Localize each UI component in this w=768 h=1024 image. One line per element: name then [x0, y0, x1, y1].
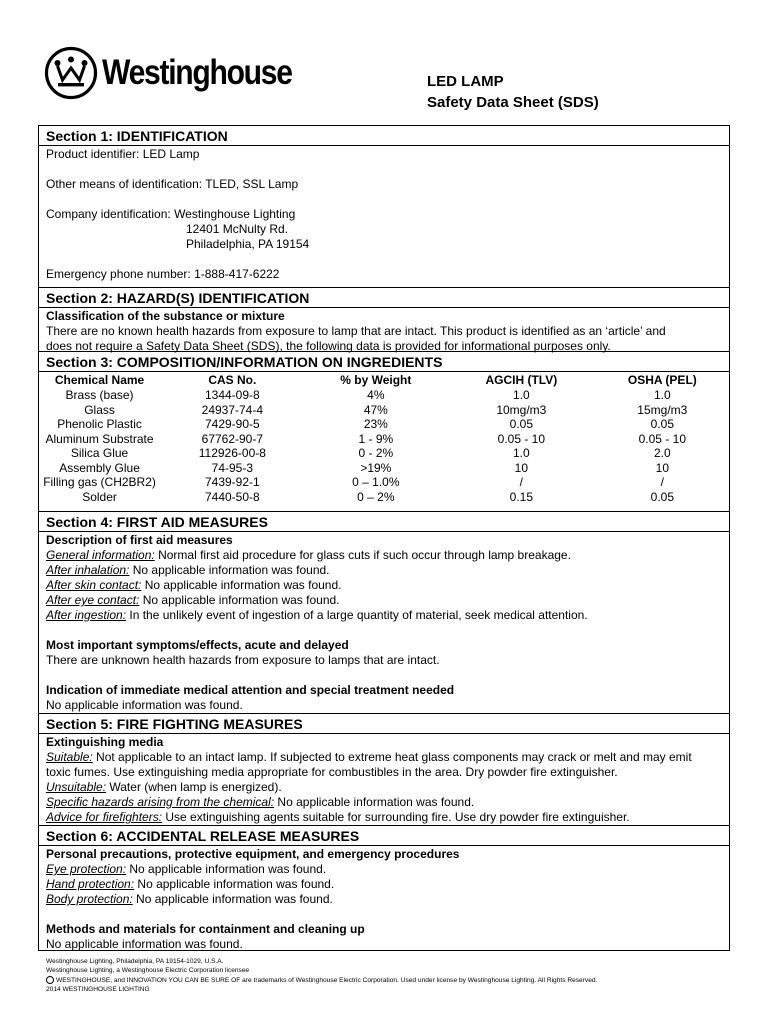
section-5-fire-fighting	[39, 714, 729, 826]
table-cell: 4%	[367, 388, 385, 402]
section-1-heading: Section 1: IDENTIFICATION	[39, 126, 729, 146]
table-cell: Silica Glue	[70, 446, 129, 460]
table-row	[39, 461, 729, 476]
table-row	[39, 388, 729, 403]
ingredients-table	[39, 372, 729, 504]
sds-sections-frame	[38, 125, 730, 951]
westinghouse-circle-w-icon	[44, 46, 98, 100]
table-cell: 7439-92-1	[204, 475, 260, 489]
classification-subheading: Classification of the substance or mixture	[46, 309, 285, 323]
table-cell: Aluminum Substrate	[45, 431, 154, 446]
table-cell: 0 - 2%	[358, 446, 394, 460]
table-row	[39, 446, 729, 461]
col-chemical-name: Chemical Name	[54, 373, 145, 387]
footer-copyright: 2014 WESTINGHOUSE LIGHTING	[46, 985, 150, 993]
table-cell: 10	[514, 460, 529, 475]
personal-precautions-subheading: Personal precautions, protective equipment, and emergency procedures	[46, 847, 460, 861]
table-cell: Glass	[84, 402, 115, 417]
col-percent-weight: % by Weight	[340, 373, 412, 387]
table-row	[39, 417, 729, 432]
table-row	[39, 490, 729, 505]
table-cell: Brass (base)	[65, 388, 134, 402]
footer-trademark: WESTINGHOUSE, and INNOVATION YOU CAN BE SURE OF are trademarks of Westinghouse Electric Corporation. Used under license by Westinghouse Lighting. All Rights Reserved.	[46, 976, 597, 985]
ingredients-header-row	[39, 372, 729, 388]
table-row	[39, 403, 729, 418]
medical-attention-subheading: Indication of immediate medical attention and special treatment needed	[46, 683, 455, 697]
table-row	[39, 432, 729, 447]
section-2-hazard-identification	[39, 288, 729, 352]
section-4-first-aid	[39, 512, 729, 714]
table-cell: 10mg/m3	[496, 402, 547, 417]
table-cell: Filling gas (CH2BR2)	[43, 475, 156, 489]
table-cell: 1344-09-8	[204, 388, 260, 402]
table-cell: 0.05	[509, 417, 534, 431]
col-cas-no: CAS No.	[208, 373, 257, 387]
section-6-accidental-release	[39, 826, 729, 953]
company-address-line-2: Philadelphia, PA 19154	[186, 237, 310, 251]
title-line-2: Safety Data Sheet (SDS)	[427, 94, 599, 111]
suitable-media-continued: toxic fumes. Use extinguishing media appropriate for combustibles in the area. Dry powder fire extinguisher.	[46, 765, 618, 779]
table-cell: 47%	[363, 402, 388, 417]
table-cell: >19%	[360, 460, 392, 475]
medical-attention-text: No applicable information was found.	[46, 698, 243, 712]
table-cell: 0.05	[650, 489, 674, 504]
after-inhalation: After inhalation: No applicable information was found.	[46, 563, 330, 577]
table-cell: 7440-50-8	[204, 489, 260, 504]
table-cell: 0.05	[650, 417, 674, 431]
section-5-heading: Section 5: FIRE FIGHTING MEASURES	[39, 714, 729, 734]
company-identification: Company identification: Westinghouse Lighting	[46, 207, 296, 221]
table-cell: 0 – 2%	[357, 489, 395, 504]
section-2-heading: Section 2: HAZARD(S) IDENTIFICATION	[39, 288, 729, 308]
table-cell: 1.0	[513, 446, 530, 460]
body-protection: Body protection: No applicable information was found.	[46, 892, 333, 906]
emergency-phone: Emergency phone number: 1-888-417-6222	[46, 267, 280, 281]
table-cell: 74-95-3	[211, 460, 254, 475]
table-cell: 24937-74-4	[201, 402, 264, 417]
symptoms-text: There are unknown health hazards from exposure to lamps that are intact.	[46, 653, 440, 667]
table-cell: 0.05 - 10	[638, 431, 686, 446]
table-cell: 2.0	[653, 446, 671, 460]
other-identification: Other means of identification: TLED, SSL Lamp	[46, 177, 299, 191]
suitable-media: Suitable: Not applicable to an intact lamp. If subjected to extreme heat glass components may crack or melt and may emit	[46, 750, 692, 764]
extinguishing-media-subheading: Extinguishing media	[46, 735, 164, 749]
unsuitable-media: Unsuitable: Water (when lamp is energized).	[46, 780, 282, 794]
advice-for-firefighters: Advice for firefighters: Use extinguishing agents suitable for surrounding fire. Use dry powder fire extinguisher.	[46, 810, 630, 824]
containment-text: No applicable information was found.	[46, 937, 243, 951]
table-cell: 1.0	[513, 388, 530, 402]
table-cell: 1 - 9%	[358, 431, 394, 446]
symptoms-subheading: Most important symptoms/effects, acute and delayed	[46, 638, 349, 652]
page-footer	[46, 957, 597, 994]
table-cell: /	[660, 475, 664, 489]
containment-subheading: Methods and materials for containment and cleaning up	[46, 922, 365, 936]
table-cell: Solder	[82, 489, 117, 504]
section-4-heading: Section 4: FIRST AID MEASURES	[39, 512, 729, 532]
general-information: General information: Normal first aid procedure for glass cuts if such occur through lamp breakage.	[46, 548, 571, 562]
section-3-composition	[39, 352, 729, 512]
product-identifier: Product identifier: LED Lamp	[46, 147, 200, 161]
footer-licensee: Westinghouse Lighting, a Westinghouse Electric Corporation licensee	[46, 967, 250, 975]
first-aid-subheading: Description of first aid measures	[46, 533, 233, 547]
col-agcih-tlv: AGCIH (TLV)	[485, 373, 558, 387]
hazard-text-line-1: There are no known health hazards from exposure to lamp that are intact. This product is identified as an ‘article’ and	[46, 324, 666, 338]
title-line-1: LED LAMP	[427, 73, 504, 90]
table-cell: 0.15	[509, 489, 534, 504]
table-cell: 7429-90-5	[204, 417, 260, 431]
eye-protection: Eye protection: No applicable information was found.	[46, 862, 327, 876]
specific-hazards: Specific hazards arising from the chemical: No applicable information was found.	[46, 795, 475, 809]
westinghouse-logo	[44, 46, 323, 100]
table-cell: Phenolic Plastic	[57, 417, 142, 431]
company-address-line-1: 12401 McNulty Rd.	[186, 222, 289, 236]
section-1-identification	[39, 126, 729, 288]
table-cell: 0 – 1.0%	[352, 475, 400, 489]
table-cell: /	[519, 475, 524, 489]
section-3-heading: Section 3: COMPOSITION/INFORMATION ON INGREDIENTS	[39, 352, 729, 372]
after-skin-contact: After skin contact: No applicable information was found.	[46, 578, 342, 592]
hazard-text-line-2: does not require a Safety Data Sheet (SDS), the following data is provided for informational purposes only.	[46, 339, 611, 353]
after-eye-contact: After eye contact: No applicable information was found.	[46, 593, 340, 607]
after-ingestion: After ingestion: In the unlikely event of ingestion of a large quantity of material, seek medical attention.	[46, 608, 588, 622]
hand-protection: Hand protection: No applicable information was found.	[46, 877, 335, 891]
table-cell: 15mg/m3	[637, 402, 688, 417]
brand-wordmark: Westinghouse	[102, 53, 292, 92]
document-title	[427, 71, 599, 113]
table-cell: 0.05 - 10	[497, 431, 546, 446]
footer-address: Westinghouse Lighting, Philadelphia, PA 19154-1029, U.S.A.	[46, 958, 224, 965]
table-cell: 1.0	[653, 388, 671, 402]
col-osha-pel: OSHA (PEL)	[627, 373, 697, 387]
table-row	[39, 475, 729, 490]
table-cell: Assembly Glue	[59, 460, 140, 475]
table-cell: 112926-00-8	[198, 446, 266, 460]
table-cell: 10	[655, 460, 669, 475]
table-cell: 23%	[363, 417, 388, 431]
section-6-heading: Section 6: ACCIDENTAL RELEASE MEASURES	[39, 826, 729, 846]
westinghouse-small-logo-icon	[46, 976, 54, 984]
table-cell: 67762-90-7	[201, 431, 264, 446]
